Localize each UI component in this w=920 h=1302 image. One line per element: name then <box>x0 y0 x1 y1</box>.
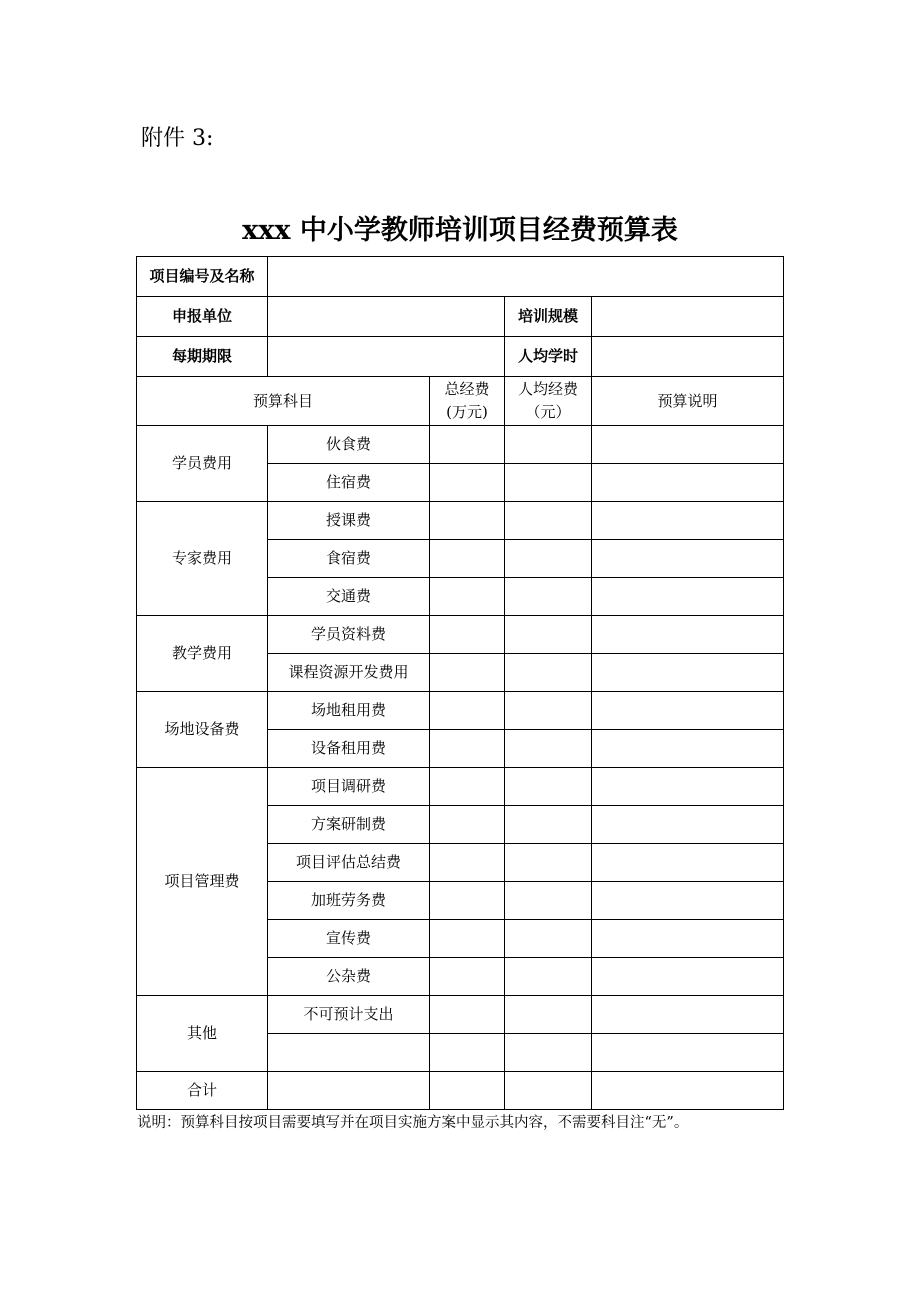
item-label: 交通费 <box>268 578 430 616</box>
note-cell[interactable] <box>592 920 784 958</box>
table-row <box>137 426 784 464</box>
total-cell[interactable] <box>430 730 505 768</box>
item-label: 住宿费 <box>268 464 430 502</box>
note-cell[interactable] <box>592 502 784 540</box>
footnote: 说明：预算科目按项目需要填写并在项目实施方案中显示其内容，不需要科目注“无”。 <box>137 1115 689 1131</box>
total-subject-cell[interactable] <box>268 1072 430 1110</box>
note-header: 预算说明 <box>592 377 784 426</box>
subject-header: 预算科目 <box>137 377 430 426</box>
total-row <box>137 1072 784 1110</box>
per-person-cell[interactable] <box>505 654 592 692</box>
total-cell[interactable] <box>430 996 505 1034</box>
per-person-cell[interactable] <box>505 426 592 464</box>
table-row <box>137 297 784 337</box>
item-label: 学员资料费 <box>268 616 430 654</box>
group-label: 专家费用 <box>137 502 268 616</box>
applicant-label: 申报单位 <box>137 297 268 337</box>
training-scale-label: 培训规模 <box>505 297 592 337</box>
total-cell[interactable] <box>430 920 505 958</box>
group-label: 场地设备费 <box>137 692 268 768</box>
per-person-cell[interactable] <box>505 1034 592 1072</box>
note-cell[interactable] <box>592 730 784 768</box>
note-cell[interactable] <box>592 464 784 502</box>
item-label: 授课费 <box>268 502 430 540</box>
training-scale-field[interactable] <box>592 297 784 337</box>
note-cell[interactable] <box>592 692 784 730</box>
note-cell[interactable] <box>592 654 784 692</box>
attachment-label: 附件 3: <box>141 126 214 151</box>
table-row <box>137 616 784 654</box>
table-row <box>137 768 784 806</box>
per-person-cell[interactable] <box>505 996 592 1034</box>
item-label: 项目调研费 <box>268 768 430 806</box>
per-person-cell[interactable] <box>505 540 592 578</box>
note-cell[interactable] <box>592 882 784 920</box>
note-cell[interactable] <box>592 806 784 844</box>
per-person-header: 人均经费 （元） <box>505 377 592 426</box>
per-person-cell[interactable] <box>505 882 592 920</box>
note-cell[interactable] <box>592 426 784 464</box>
item-label: 不可预计支出 <box>268 996 430 1034</box>
group-label: 学员费用 <box>137 426 268 502</box>
item-label: 食宿费 <box>268 540 430 578</box>
total-cell[interactable] <box>430 540 505 578</box>
per-person-cell[interactable] <box>505 692 592 730</box>
project-id-name-label: 项目编号及名称 <box>137 257 268 297</box>
per-person-cell[interactable] <box>505 578 592 616</box>
item-label[interactable] <box>268 1034 430 1072</box>
per-person-cell[interactable] <box>505 806 592 844</box>
total-cell[interactable] <box>430 616 505 654</box>
item-label: 项目评估总结费 <box>268 844 430 882</box>
total-header: 总经费 (万元) <box>430 377 505 426</box>
item-label: 场地租用费 <box>268 692 430 730</box>
note-cell[interactable] <box>592 958 784 996</box>
table-row <box>137 257 784 297</box>
total-cell[interactable] <box>430 654 505 692</box>
item-label: 方案研制费 <box>268 806 430 844</box>
per-person-cell[interactable] <box>505 958 592 996</box>
group-label: 教学费用 <box>137 616 268 692</box>
total-cell[interactable] <box>430 768 505 806</box>
total-label: 合计 <box>137 1072 268 1110</box>
note-cell[interactable] <box>592 1034 784 1072</box>
project-id-name-field[interactable] <box>268 257 784 297</box>
period-field[interactable] <box>268 337 505 377</box>
per-person-cell[interactable] <box>505 1072 592 1110</box>
table-row <box>137 337 784 377</box>
total-cell[interactable] <box>430 882 505 920</box>
total-cell[interactable] <box>430 426 505 464</box>
page-title: xxx 中小学教师培训项目经费预算表 <box>242 215 678 246</box>
per-person-cell[interactable] <box>505 730 592 768</box>
hours-per-person-label: 人均学时 <box>505 337 592 377</box>
per-person-cell[interactable] <box>505 502 592 540</box>
per-person-cell[interactable] <box>505 920 592 958</box>
group-label: 项目管理费 <box>137 768 268 996</box>
per-person-cell[interactable] <box>505 844 592 882</box>
note-cell[interactable] <box>592 996 784 1034</box>
budget-table <box>136 256 784 1110</box>
item-label: 课程资源开发费用 <box>268 654 430 692</box>
item-label: 公杂费 <box>268 958 430 996</box>
table-row <box>137 996 784 1034</box>
column-header-row <box>137 377 784 426</box>
total-cell[interactable] <box>430 502 505 540</box>
note-cell[interactable] <box>592 578 784 616</box>
applicant-field[interactable] <box>268 297 505 337</box>
group-label: 其他 <box>137 996 268 1072</box>
total-cell[interactable] <box>430 464 505 502</box>
note-cell[interactable] <box>592 616 784 654</box>
total-cell[interactable] <box>430 958 505 996</box>
item-label: 加班劳务费 <box>268 882 430 920</box>
note-cell[interactable] <box>592 540 784 578</box>
note-cell[interactable] <box>592 768 784 806</box>
note-cell[interactable] <box>592 1072 784 1110</box>
per-person-cell[interactable] <box>505 464 592 502</box>
item-label: 伙食费 <box>268 426 430 464</box>
per-person-cell[interactable] <box>505 768 592 806</box>
item-label: 设备租用费 <box>268 730 430 768</box>
item-label: 宣传费 <box>268 920 430 958</box>
per-person-cell[interactable] <box>505 616 592 654</box>
table-row <box>137 502 784 540</box>
total-cell[interactable] <box>430 806 505 844</box>
period-label: 每期期限 <box>137 337 268 377</box>
total-cell[interactable] <box>430 1034 505 1072</box>
total-cell[interactable] <box>430 692 505 730</box>
table-row <box>137 692 784 730</box>
hours-per-person-field[interactable] <box>592 337 784 377</box>
total-cell[interactable] <box>430 1072 505 1110</box>
note-cell[interactable] <box>592 844 784 882</box>
total-cell[interactable] <box>430 578 505 616</box>
total-cell[interactable] <box>430 844 505 882</box>
